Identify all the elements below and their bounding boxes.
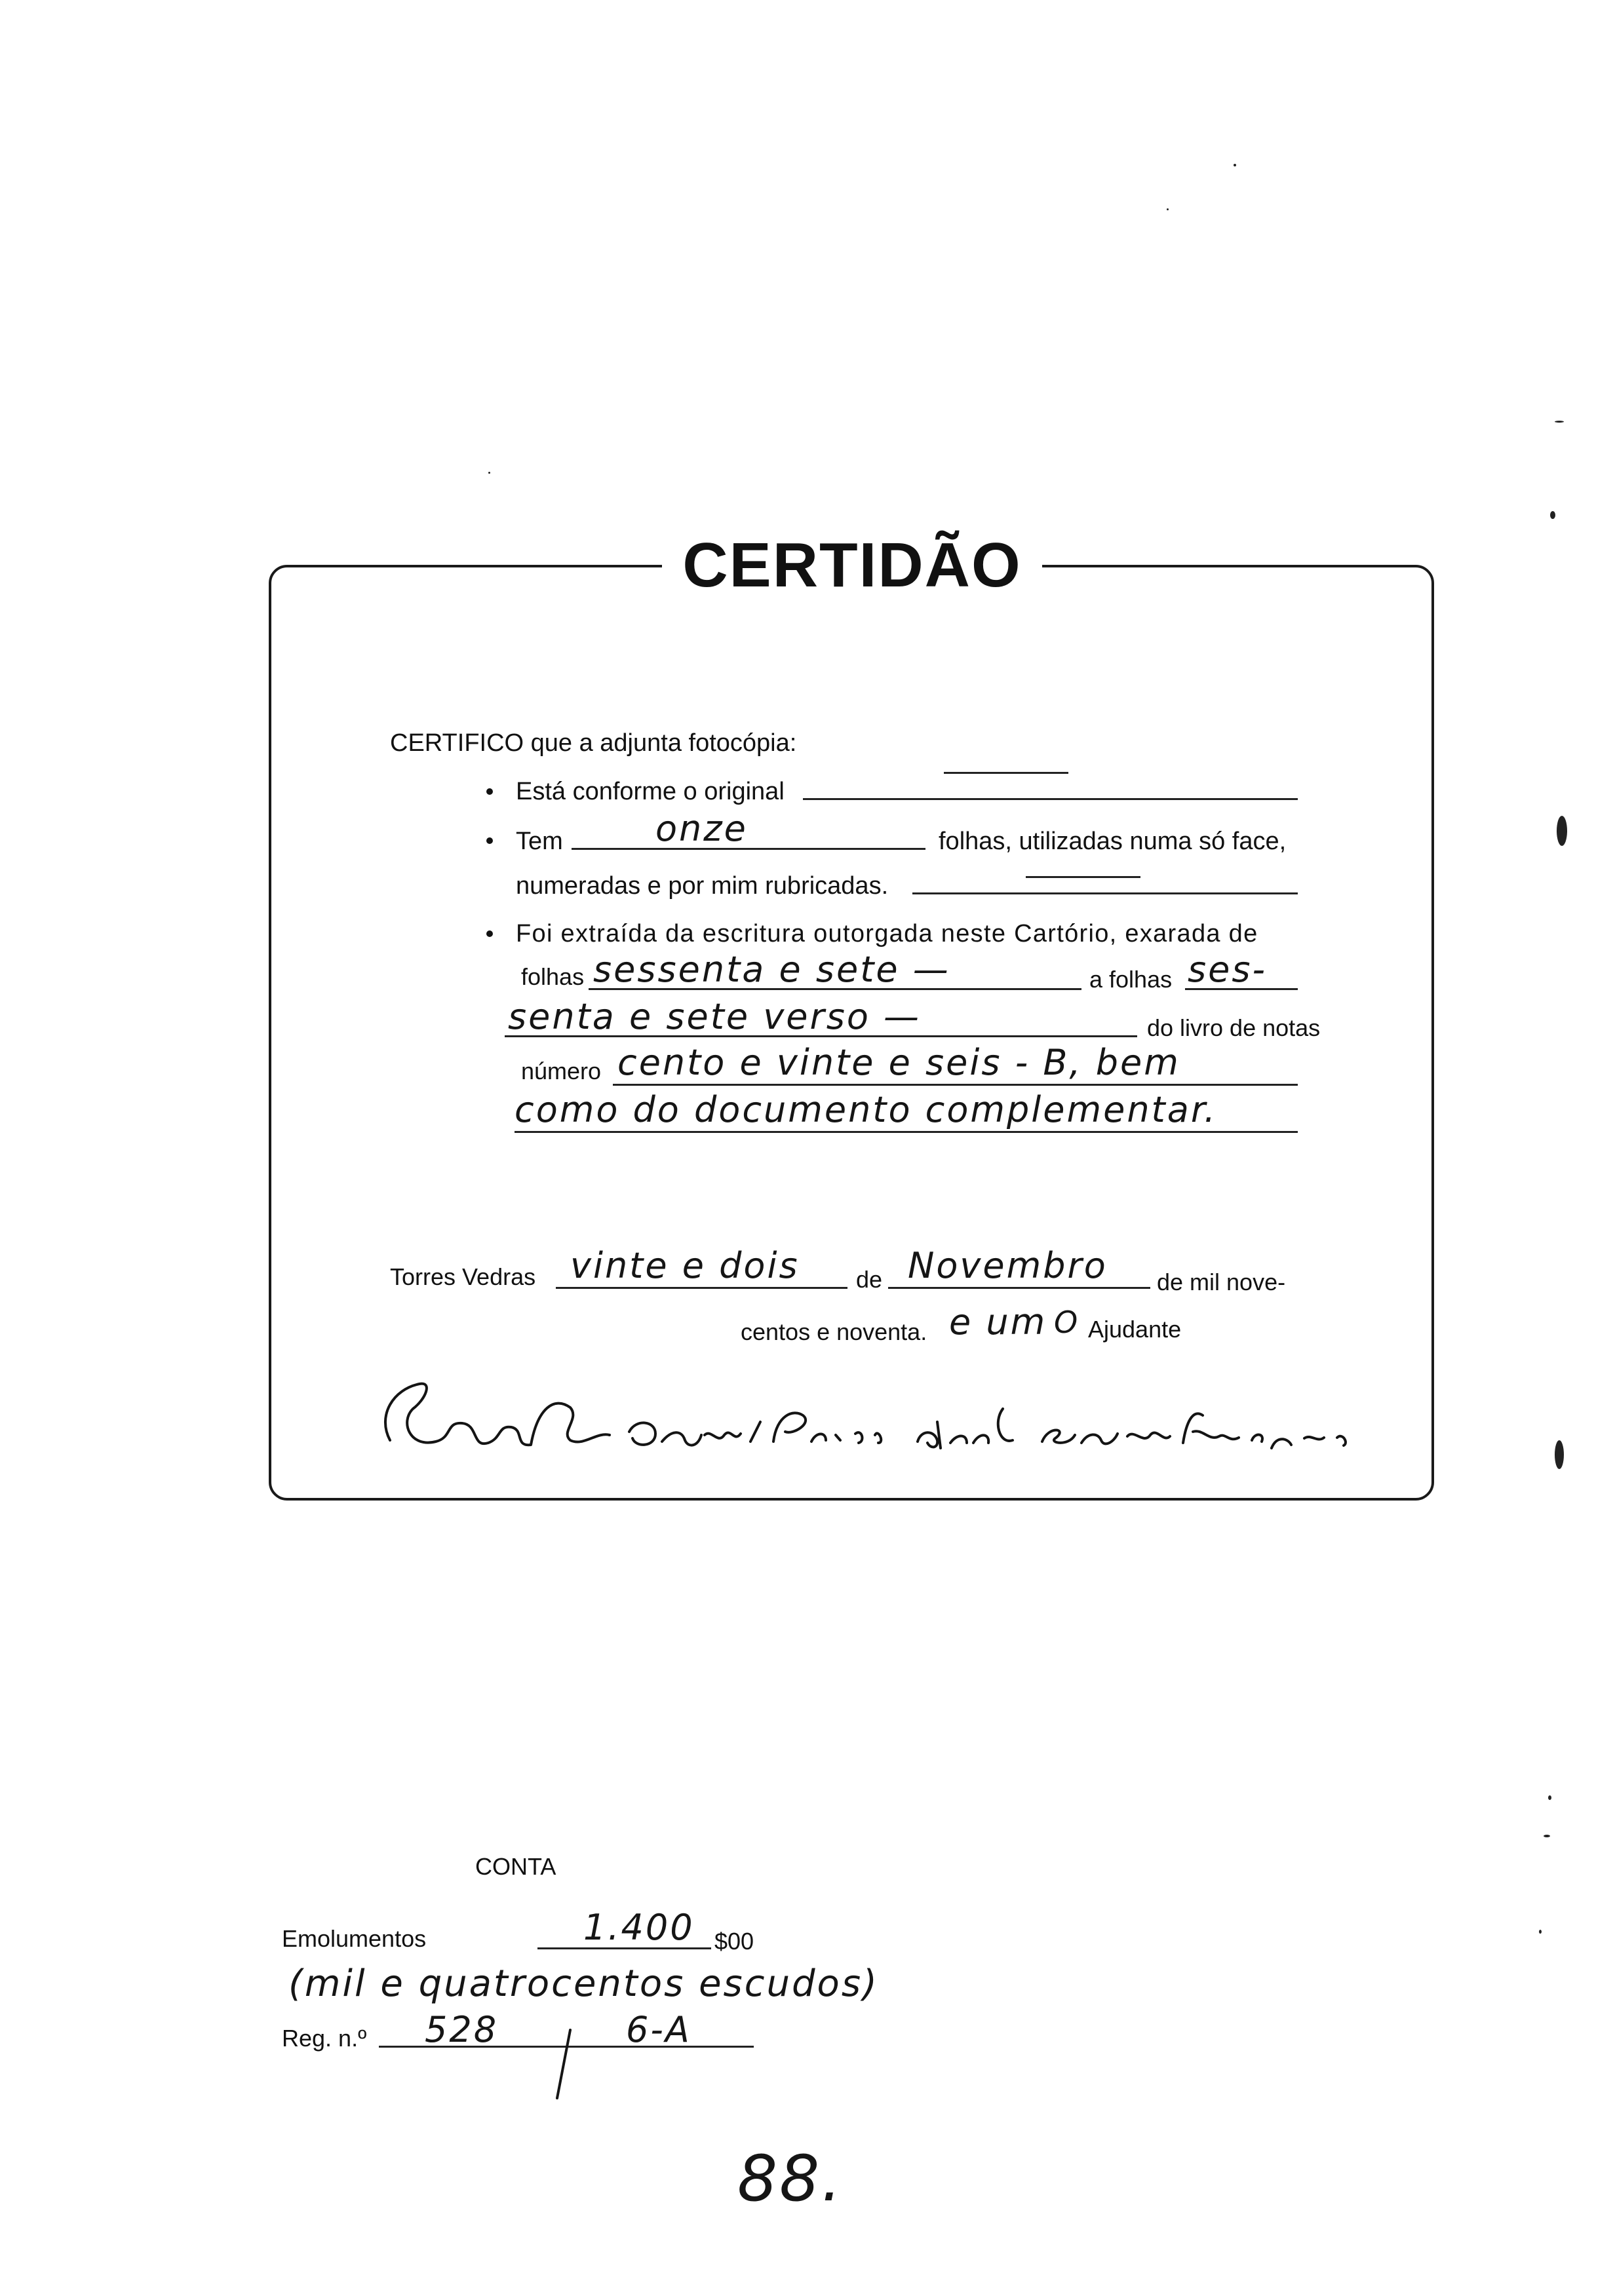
- reg-number-handwritten: 528: [425, 2009, 499, 2050]
- folhas-handwritten: sessenta e sete —: [593, 949, 950, 990]
- item-original-text: Está conforme o original: [516, 778, 785, 805]
- complementar-rule: [515, 1131, 1298, 1133]
- month-rule: [888, 1287, 1150, 1289]
- numero-handwritten: cento e vinte e seis - B, bem: [617, 1042, 1180, 1083]
- page-title: CERTIDÃO: [682, 530, 1022, 600]
- scan-speck: [1557, 816, 1567, 846]
- place-label: Torres Vedras: [390, 1263, 536, 1290]
- scan-speck: [1539, 1930, 1542, 1934]
- year-label-2: centos e noventa.: [741, 1318, 927, 1345]
- emolumentos-suffix: $00: [714, 1928, 754, 1955]
- conta-heading: CONTA: [475, 1853, 556, 1880]
- scan-speck: [1555, 421, 1564, 423]
- bullet-1: [486, 788, 493, 795]
- reg-slash: [551, 2025, 577, 2103]
- folhas-label: folhas: [521, 963, 585, 990]
- ajudante-label: Ajudante: [1088, 1316, 1182, 1343]
- intro-text: CERTIFICO que a adjunta fotocópia:: [390, 729, 797, 757]
- blank-rule: [944, 772, 1068, 774]
- year-label-1: de mil nove-: [1157, 1269, 1286, 1295]
- scan-speck: [1234, 164, 1236, 166]
- item-escritura-text: Foi extraída da escritura outorgada neste Cartório, exarada de: [516, 920, 1258, 947]
- scan-speck: [1555, 1440, 1564, 1469]
- day-rule: [556, 1287, 847, 1289]
- bullet-2: [486, 837, 493, 844]
- item-tem-handwritten: onze: [655, 808, 748, 849]
- emolumentos-handwritten: 1.400: [583, 1907, 695, 1948]
- scan-speck: [1548, 1795, 1551, 1800]
- a-folhas-label: a folhas: [1089, 966, 1173, 993]
- livro-label: do livro de notas: [1147, 1014, 1321, 1041]
- a-folhas-handwritten: ses-: [1188, 949, 1267, 990]
- complementar-handwritten: como do documento complementar.: [515, 1089, 1218, 1130]
- item-original-rule: [803, 798, 1298, 800]
- blank-rule-2: [1026, 876, 1140, 878]
- item-rubricadas-rule: [912, 892, 1298, 894]
- verso-handwritten: senta e sete verso —: [508, 996, 922, 1037]
- item-tem-suffix: folhas, utilizadas numa só face,: [939, 828, 1287, 855]
- scan-speck: [1550, 511, 1555, 519]
- reg-label: Reg. n.º: [282, 2025, 367, 2052]
- year-handwritten: e um: [949, 1301, 1047, 1343]
- reg-series-handwritten: 6-A: [626, 2009, 691, 2050]
- day-handwritten: vinte e dois: [570, 1245, 800, 1286]
- item-rubricadas-text: numeradas e por mim rubricadas.: [516, 872, 889, 900]
- scan-speck: [1544, 1835, 1550, 1837]
- page-number: 88.: [737, 2142, 844, 2215]
- item-tem-rule: [572, 848, 925, 850]
- item-tem-label: Tem: [516, 828, 563, 855]
- month-handwritten: Novembro: [908, 1245, 1108, 1286]
- numero-rule: [613, 1084, 1298, 1086]
- bullet-3: [486, 930, 493, 937]
- numero-label: número: [521, 1058, 602, 1084]
- de-label: de: [856, 1266, 883, 1293]
- ajudante-mark: O: [1054, 1305, 1080, 1340]
- amount-in-words: (mil e quatrocentos escudos): [288, 1962, 879, 2005]
- scan-speck: [1167, 208, 1169, 210]
- signature: [374, 1369, 1357, 1481]
- scan-speck: [488, 472, 490, 474]
- emolumentos-label: Emolumentos: [282, 1925, 427, 1952]
